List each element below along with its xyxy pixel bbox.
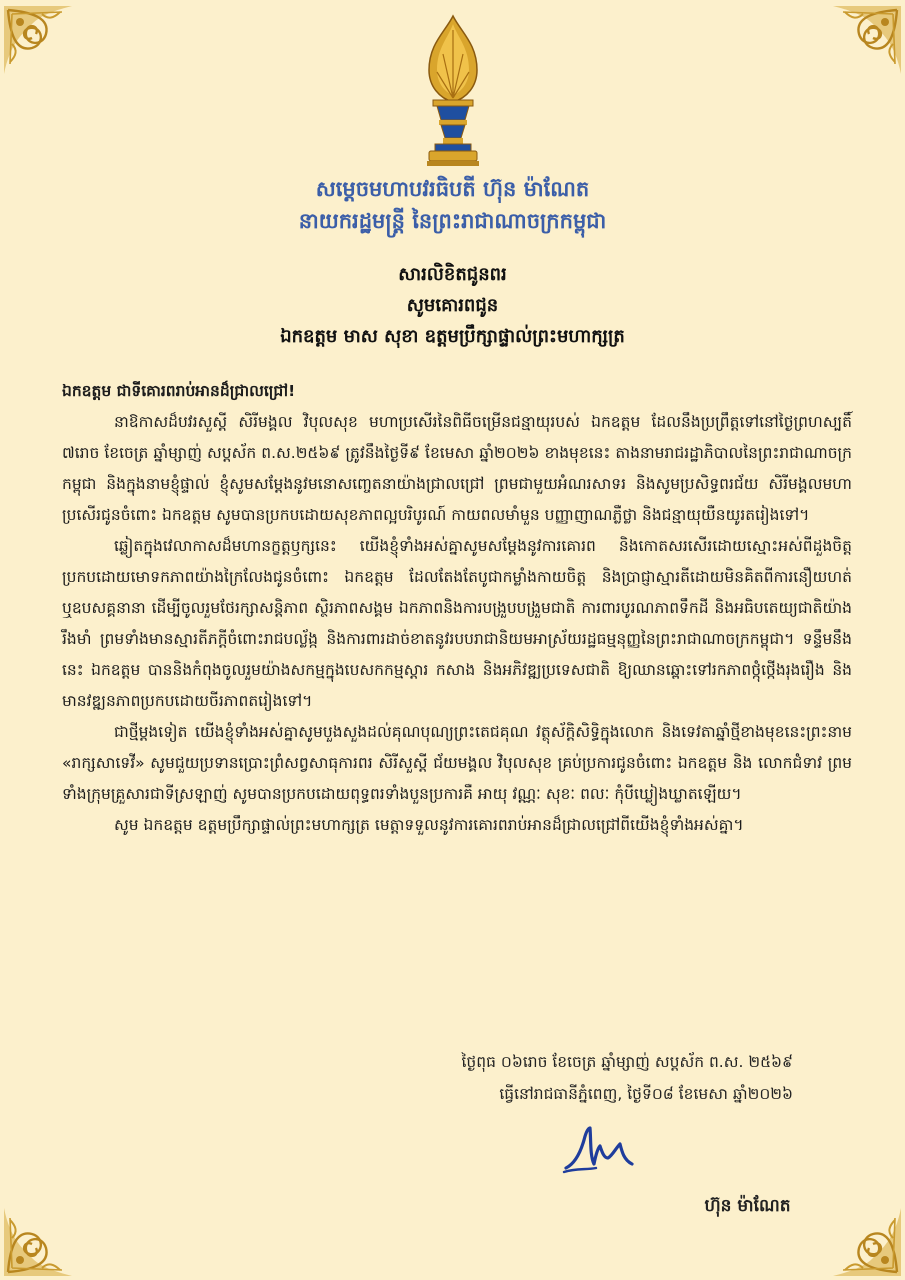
signatory-name-text: ហ៊ុន ម៉ាណែត xyxy=(704,1196,791,1216)
paragraph-1: នាឱកាសដ៏បវរសួស្តី សិរីមង្គល វិបុលសុខ មហាប្រសើរនៃពិធីចម្រើនជន្មាយុរបស់ ឯកឧត្តម ដែលនឹងប្រព្រឹត្តទៅនៅថ្ងៃព្រហស្បតិ៍ ៧រោច ខែចេត្រ ឆ្នាំម្សាញ់ សប្តស័ក ព.ស.២៥៦៩ ត្រូវនឹងថ្ងៃទី៩ ខែមេសា ឆ្នាំ២០២៦ ខាងមុខនេះ តាងនាមរាជរដ្ឋាភិបាលនៃព្រះរាជាណាចក្រកម្ពុជា និងក្នុងនាមខ្ញុំផ្ទាល់ ខ្ញុំសូមសម្តែងនូវមនោសញ្ចេតនាយ៉ាងជ្រាលជ្រៅ ព្រមជាមួយអំណរសាទរ និងសូមប្រសិទ្ធពរជ័យ សិរីមង្គលមហាប្រសើរជូនចំពោះ ឯកឧត្តម សូមបានប្រកបដោយសុខភាពល្អបរិបូរណ៍ កាយពលមាំមួន បញ្ញាញាណភ្លឺថ្លា និងជន្មាយុយឺនយូរតរៀងទៅ។ xyxy=(62,413,852,524)
lunar-date: ថ្ងៃពុធ ០៦រោច ខែចេត្រ ឆ្នាំម្សាញ់ សប្តស័ក ព.ស. ២៥៦៩ xyxy=(461,1053,793,1071)
paragraph-2: ឆ្លៀតក្នុងវេលាកាសដ៏មហានក្ខត្តឫក្សនេះ យើងខ្ញុំទាំងអស់គ្នាសូមសម្តែងនូវការគោរព និងកោតសរសើរដោយស្មោះអស់ពីដួងចិត្តប្រកបដោយមោទកភាពយ៉ាងក្រៃលែងជូនចំពោះ ឯកឧត្តម ដែលតែងតែបូជាកម្លាំងកាយចិត្ត និងប្រាជ្ញាស្មារតីដោយមិនគិតពីការនឿយហត់ ឬឧបសគ្គនានា ដើម្បីចូលរួមថែរក្សាសន្តិភាព ស្ថិរភាពសង្គម ឯកភាពនិងការបង្រួបបង្រួមជាតិ ការពារបូរណភាពទឹកដី និងអធិបតេយ្យជាតិយ៉ាងរឹងមាំ ព្រមទាំងមានស្មារតីភក្តីចំពោះរាជបល្ល័ង្ក និងការពារដាច់ខាតនូវរបបរាជានិយមអាស្រ័យរដ្ឋធម្មនុញ្ញនៃព្រះរាជាណាចក្រកម្ពុជា។ ទន្ទឹមនឹងនេះ ឯកឧត្តម បាននិងកំពុងចូលរួមយ៉ាងសកម្មក្នុងបេសកកម្មស្តារ កសាង និងអភិវឌ្ឍប្រទេសជាតិ ឱ្យឈានឆ្ពោះទៅរកភាពថ្កុំថ្កើងរុងរឿង និងមានវឌ្ឍនភាពប្រកបដោយចីរភាពតរៀងទៅ។ xyxy=(62,537,852,710)
paragraph-3: ជាថ្មីម្តងទៀត យើងខ្ញុំទាំងអស់គ្នាសូមបួងសួងដល់គុណបុណ្យព្រះតេជគុណ វត្ថុស័ក្តិសិទ្ធិក្នុងលោក និងទេវតាឆ្នាំថ្មីខាងមុខនេះព្រះនាម «រាក្សសាទេវី» សូមជួយប្រទានប្រោះព្រំសព្វសាធុការពរ សិរីសួស្តី ជ័យមង្គល វិបុលសុខ គ្រប់ប្រការជូនចំពោះ ឯកឧត្តម និង លោកជំទាវ ព្រមទាំងក្រុមគ្រួសារជាទីស្រឡាញ់ សូមបានប្រកបដោយពុទ្ធពរទាំងបួនប្រការគឺ អាយុ វណ្ណៈ សុខៈ ពលៈ កុំបីឃ្លៀងឃ្លាតឡើយ។ xyxy=(62,723,852,803)
letter-title: សារលិខិតជូនពរ xyxy=(398,264,507,285)
letter-recipient-prefix: សូមគោរពជូន xyxy=(406,295,499,316)
signature-icon xyxy=(560,1118,640,1180)
letter-body xyxy=(62,376,852,841)
paragraph-4: សូម ឯកឧត្តម ឧត្តមប្រឹក្សាផ្ទាល់ព្រះមហាក្សត្រ មេត្តាទទួលនូវការគោរពរាប់អានដ៏ជ្រាលជ្រៅពីយើងខ្ញុំទាំងអស់គ្នា។ xyxy=(114,816,744,834)
dateline xyxy=(462,1046,793,1110)
office-title-line-1: សម្តេចមហាបវរធិបតី ហ៊ុន ម៉ាណែត xyxy=(315,177,590,201)
salutation: ឯកឧត្តម ជាទីគោរពរាប់អានដ៏ជ្រាលជ្រៅ! xyxy=(62,382,296,400)
corner-ornament-top-right xyxy=(803,4,903,104)
signatory-name xyxy=(0,1195,905,1220)
government-emblem-icon xyxy=(415,14,491,168)
corner-ornament-bottom-left xyxy=(2,1178,102,1278)
corner-ornament-top-left xyxy=(2,4,102,104)
office-title-line-2: នាយករដ្ឋមន្ត្រី នៃព្រះរាជាណាចក្រកម្ពុជា xyxy=(298,209,607,233)
place-and-date: ធ្វើនៅរាជធានីភ្នំពេញ, ថ្ងៃទី០៨ ខែមេសា ឆ្នាំ២០២៦ xyxy=(499,1085,793,1103)
corner-ornament-bottom-right xyxy=(803,1178,903,1278)
letter-recipient: ឯកឧត្តម មាស សុខា ឧត្តមប្រឹក្សាផ្ទាល់ព្រះមហាក្សត្រ xyxy=(280,326,625,347)
